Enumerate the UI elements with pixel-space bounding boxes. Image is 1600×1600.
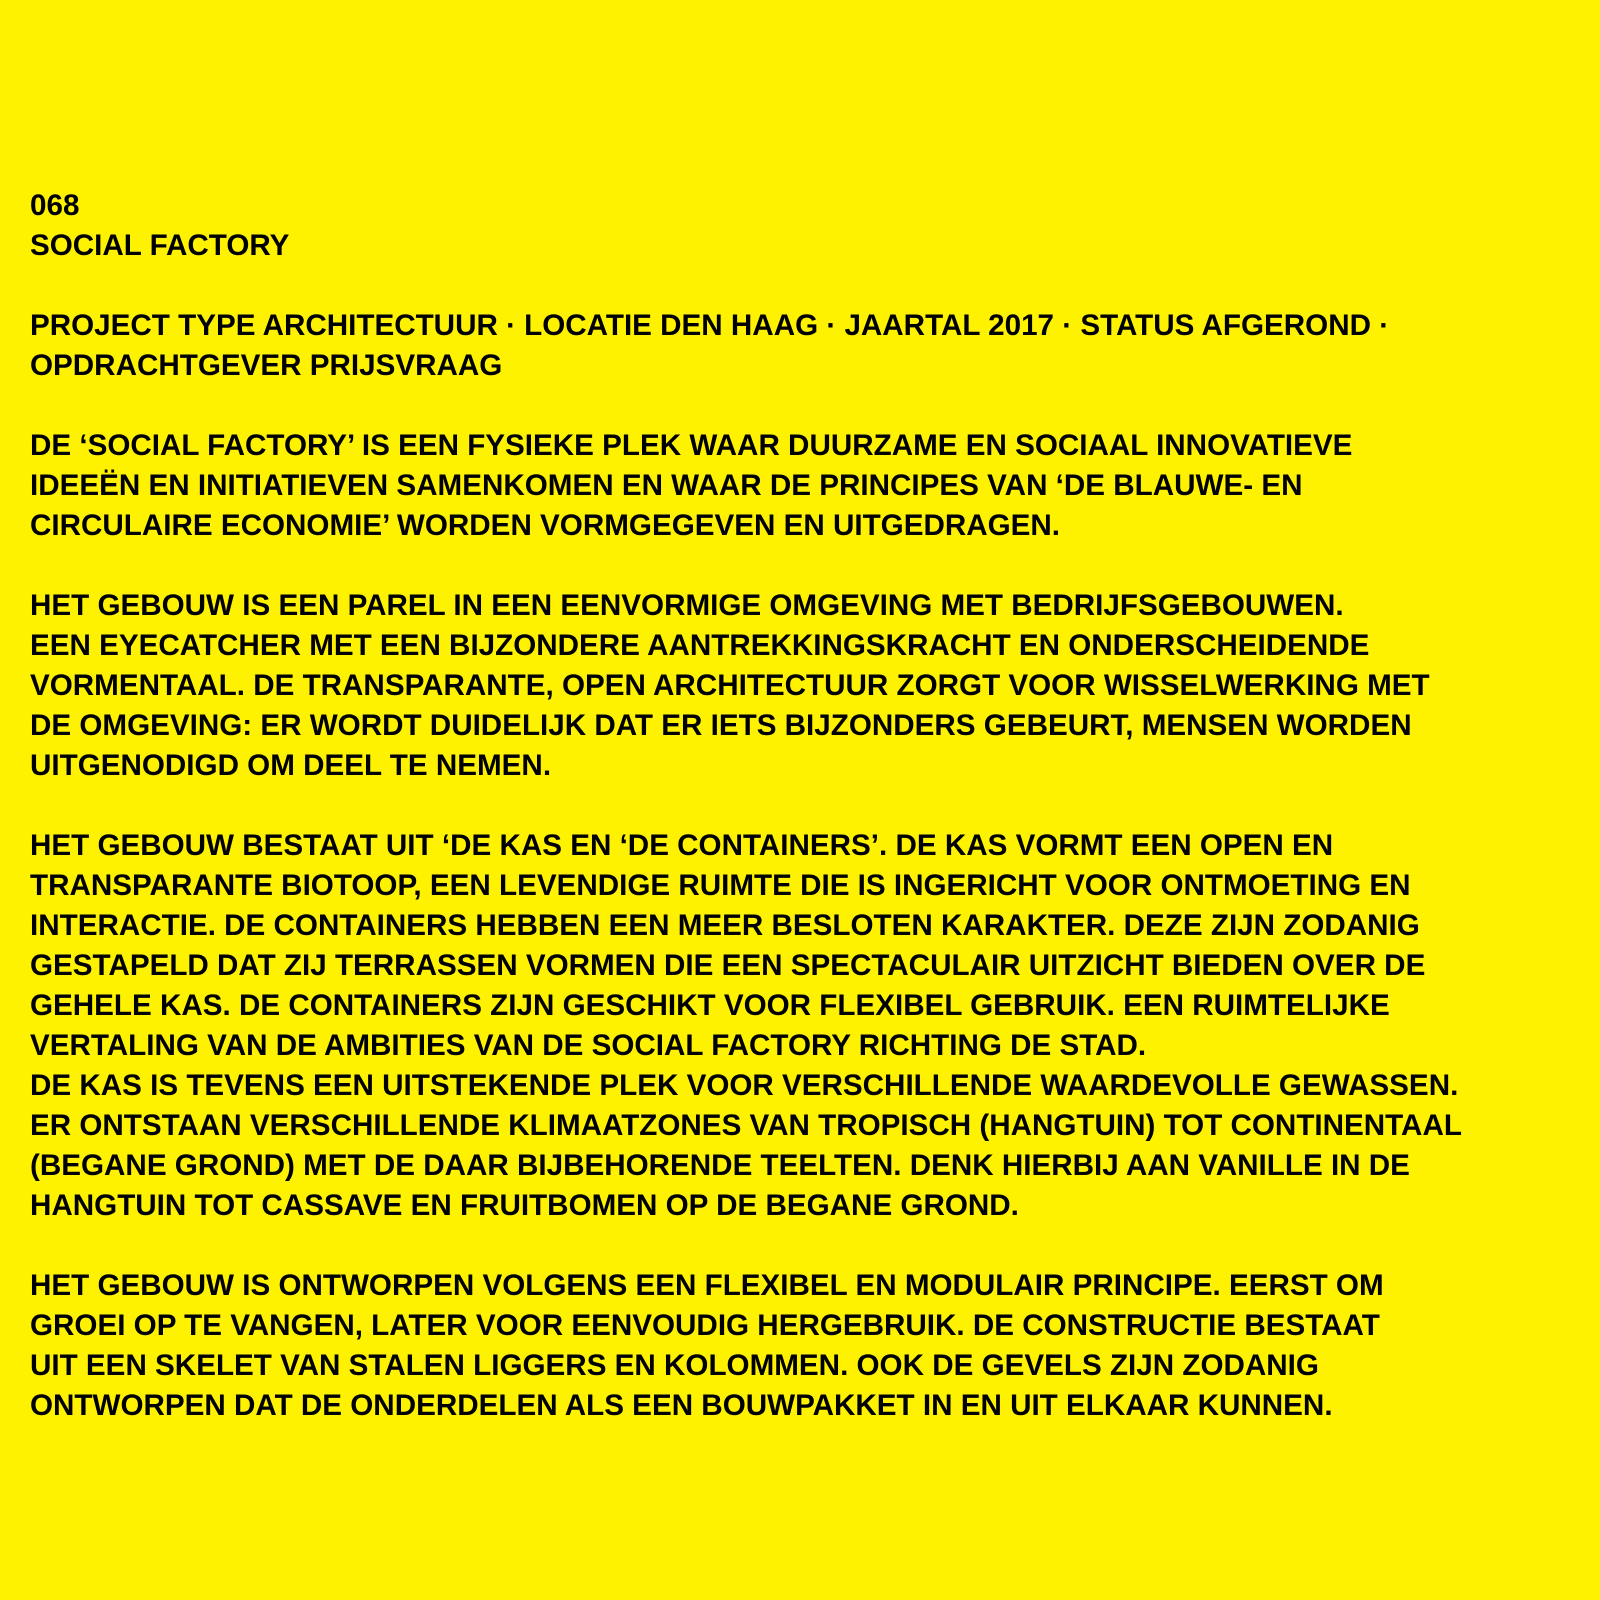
paragraph-line: GROEI OP TE VANGEN, LATER VOOR EENVOUDIG HERGEBRUIK. DE CONSTRUCTIE BESTAAT	[30, 1309, 1380, 1342]
paragraph-building	[30, 586, 1590, 786]
paragraph-line: HANGTUIN TOT CASSAVE EN FRUITBOMEN OP DE BEGANE GROND.	[30, 1189, 1019, 1222]
paragraph-line: (BEGANE GROND) MET DE DAAR BIJBEHORENDE TEELTEN. DENK HIERBIJ AAN VANILLE IN DE	[30, 1149, 1410, 1182]
paragraph-line: ER ONTSTAAN VERSCHILLENDE KLIMAATZONES VAN TROPISCH (HANGTUIN) TOT CONTINENTAAL	[30, 1109, 1462, 1142]
project-meta	[30, 306, 1590, 386]
paragraph-line: TRANSPARANTE BIOTOOP, EEN LEVENDIGE RUIMTE DIE IS INGERICHT VOOR ONTMOETING EN	[30, 869, 1411, 902]
paragraph-line: CIRCULAIRE ECONOMIE’ WORDEN VORMGEGEVEN EN UITGEDRAGEN.	[30, 509, 1061, 542]
paragraph-line: HET GEBOUW IS ONTWORPEN VOLGENS EEN FLEXIBEL EN MODULAIR PRINCIPE. EERST OM	[30, 1269, 1384, 1302]
paragraph-line: HET GEBOUW BESTAAT UIT ‘DE KAS EN ‘DE CONTAINERS’. DE KAS VORMT EEN OPEN EN	[30, 829, 1334, 862]
paragraph-line: DE ‘SOCIAL FACTORY’ IS EEN FYSIEKE PLEK WAAR DUURZAME EN SOCIAAL INNOVATIEVE	[30, 429, 1353, 462]
paragraph-greenhouse	[30, 826, 1590, 1226]
paragraph-line: GESTAPELD DAT ZIJ TERRASSEN VORMEN DIE EEN SPECTACULAIR UITZICHT BIEDEN OVER DE	[30, 949, 1426, 982]
spacer	[30, 1226, 1590, 1266]
paragraph-line: VORMENTAAL. DE TRANSPARANTE, OPEN ARCHITECTUUR ZORGT VOOR WISSELWERKING MET	[30, 669, 1430, 702]
paragraph-line: DE KAS IS TEVENS EEN UITSTEKENDE PLEK VOOR VERSCHILLENDE WAARDEVOLLE GEWASSEN.	[30, 1069, 1459, 1102]
meta-line: OPDRACHTGEVER PRIJSVRAAG	[30, 349, 503, 382]
project-text	[30, 186, 1590, 1426]
paragraph-line: DE OMGEVING: ER WORDT DUIDELIJK DAT ER IETS BIJZONDERS GEBEURT, MENSEN WORDEN	[30, 709, 1412, 742]
project-number: 068	[30, 189, 80, 222]
paragraph-line: HET GEBOUW IS EEN PAREL IN EEN EENVORMIGE OMGEVING MET BEDRIJFSGEBOUWEN.	[30, 589, 1344, 622]
paragraph-line: IDEEËN EN INITIATIEVEN SAMENKOMEN EN WAAR DE PRINCIPES VAN ‘DE BLAUWE- EN	[30, 469, 1303, 502]
paragraph-line: INTERACTIE. DE CONTAINERS HEBBEN EEN MEER BESLOTEN KARAKTER. DEZE ZIJN ZODANIG	[30, 909, 1420, 942]
meta-line: PROJECT TYPE ARCHITECTUUR · LOCATIE DEN HAAG · JAARTAL 2017 · STATUS AFGEROND ·	[30, 309, 1390, 342]
spacer	[30, 546, 1590, 586]
paragraph-intro	[30, 426, 1590, 546]
spacer	[30, 386, 1590, 426]
spacer	[30, 786, 1590, 826]
paragraph-line: UITGENODIGD OM DEEL TE NEMEN.	[30, 749, 552, 782]
paragraph-line: UIT EEN SKELET VAN STALEN LIGGERS EN KOLOMMEN. OOK DE GEVELS ZIJN ZODANIG	[30, 1349, 1319, 1382]
project-title: SOCIAL FACTORY	[30, 229, 290, 262]
paragraph-line: VERTALING VAN DE AMBITIES VAN DE SOCIAL FACTORY RICHTING DE STAD.	[30, 1029, 1147, 1062]
paragraph-line: EEN EYECATCHER MET EEN BIJZONDERE AANTREKKINGSKRACHT EN ONDERSCHEIDENDE	[30, 629, 1370, 662]
paragraph-line: ONTWORPEN DAT DE ONDERDELEN ALS EEN BOUWPAKKET IN EN UIT ELKAAR KUNNEN.	[30, 1389, 1333, 1422]
paragraph-construction	[30, 1266, 1590, 1426]
spacer	[30, 266, 1590, 306]
paragraph-line: GEHELE KAS. DE CONTAINERS ZIJN GESCHIKT VOOR FLEXIBEL GEBRUIK. EEN RUIMTELIJKE	[30, 989, 1390, 1022]
